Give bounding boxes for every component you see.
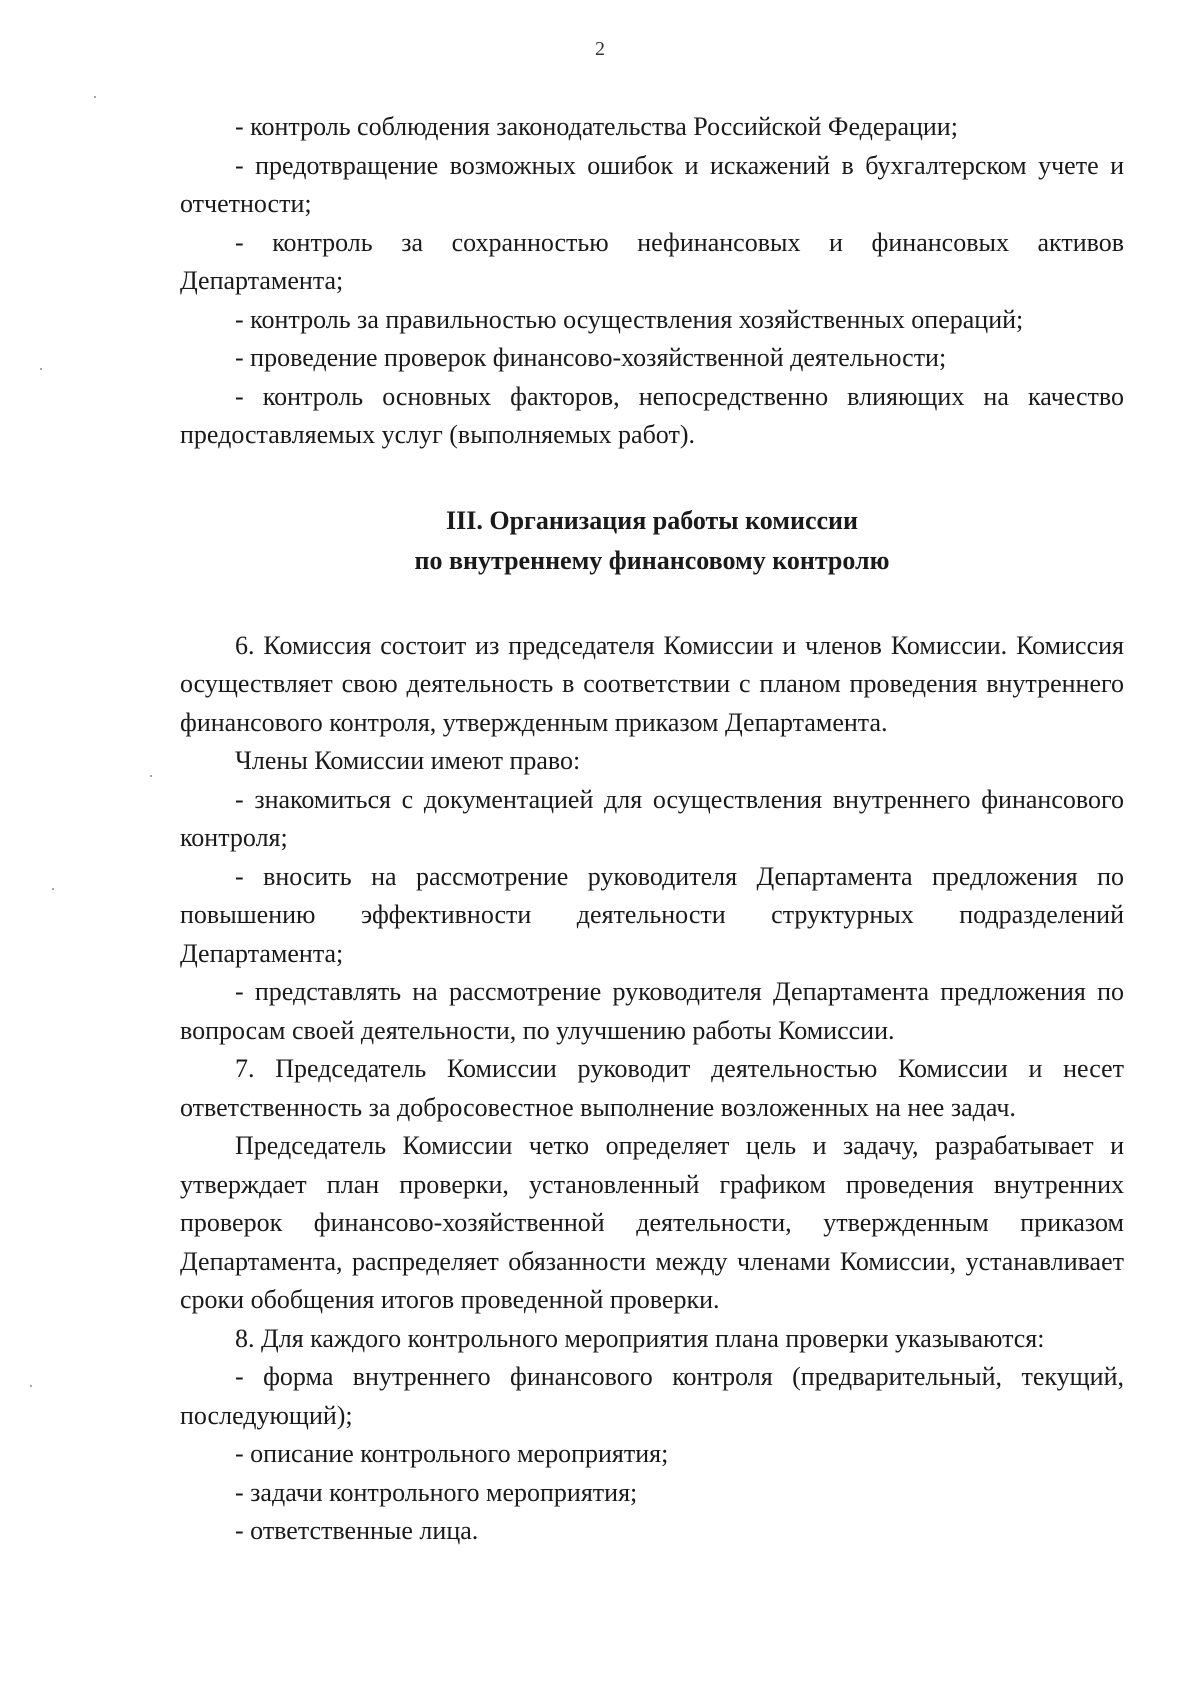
- scan-speck: [40, 368, 42, 370]
- paragraph-error-prevention: - предотвращение возможных ошибок и искажений в бухгалтерском учете и отчетности;: [180, 150, 1124, 218]
- paragraph-members-rights: Члены Комиссии имеют право:: [235, 746, 581, 775]
- paragraph-chairman-duties: Председатель Комиссии четко определяет цель и задачу, разрабатывает и утверждает план проверки, установленный графиком проведения внутренних проверок финансово-хозяйственной деятельности, утвержденным приказом Департамента, распределяет обязанности между членами Комиссии, устанавливает сроки обобщения итогов проведенной проверки.: [180, 1131, 1124, 1314]
- paragraph-item-7: 7. Председатель Комиссии руководит деятельностью Комиссии и несет ответственность за добросовестное выполнение возложенных на нее задач.: [180, 1054, 1124, 1122]
- paragraph-event-description: - описание контрольного мероприятия;: [235, 1439, 669, 1468]
- paragraph-item-6: 6. Комиссия состоит из председателя Комиссии и членов Комиссии. Комиссия осуществляет свою деятельность в соответствии с планом проведения внутреннего финансового контроля, утвержденным приказом Департамента.: [180, 630, 1124, 737]
- section-heading-line-1: III. Организация работы комиссии: [445, 505, 858, 535]
- document-body: [180, 108, 1124, 1551]
- scan-speck: [52, 888, 54, 890]
- paragraph-asset-safety: - контроль за сохранностью нефинансовых и финансовых активов Департамента;: [180, 227, 1124, 295]
- paragraph-item-8: 8. Для каждого контрольного мероприятия плана проверки указываются:: [235, 1323, 1045, 1353]
- paragraph-audits: - проведение проверок финансово-хозяйственной деятельности;: [235, 343, 947, 372]
- section-heading: [180, 501, 1124, 581]
- section-heading-line-2: по внутреннему финансовому контролю: [414, 545, 890, 575]
- paragraph-right-efficiency: - вносить на рассмотрение руководителя Департамента предложения по повышению эффективности деятельности структурных подразделений Департамента;: [180, 861, 1124, 968]
- scan-speck: [30, 1385, 32, 1387]
- scan-speck: [150, 775, 152, 777]
- scan-speck: [94, 96, 96, 98]
- page-number: 2: [595, 38, 605, 60]
- paragraph-control-form: - форма внутреннего финансового контроля (предварительный, текущий, последующий);: [180, 1362, 1124, 1430]
- paragraph-responsible-persons: - ответственные лица.: [235, 1516, 479, 1545]
- paragraph-right-documentation: - знакомиться с документацией для осуществления внутреннего финансового контроля;: [180, 784, 1124, 852]
- paragraph-quality-factors: - контроль основных факторов, непосредственно влияющих на качество предоставляемых услуг (выполняемых работ).: [180, 381, 1124, 449]
- paragraph-operations-control: - контроль за правильностью осуществления хозяйственных операций;: [235, 304, 1024, 334]
- paragraph-right-proposals: - представлять на рассмотрение руководителя Департамента предложения по вопросам своей деятельности, по улучшению работы Комиссии.: [180, 977, 1124, 1045]
- paragraph-control-legislation: - контроль соблюдения законодательства Российской Федерации;: [235, 112, 958, 141]
- paragraph-event-tasks: - задачи контрольного мероприятия;: [235, 1477, 638, 1507]
